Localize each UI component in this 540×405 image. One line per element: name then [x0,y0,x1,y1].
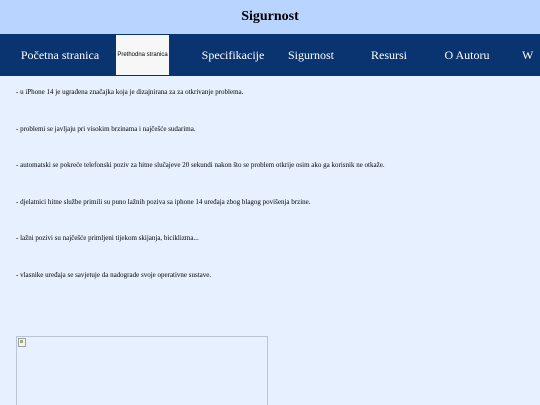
content-line: - automatski se pokreće telefonski poziv za hitne slučajeve 20 sekundi nakon što se problem otkrije osim ako ga korisnik ne otkaže. [16,161,385,169]
nav-item-specifikacije[interactable]: Specifikacije [201,47,265,62]
nav-item-sigurnost[interactable]: Sigurnost [287,47,334,62]
content-line: - problemi se javljaju pri visokim brzinama i najčešće sudarima. [16,124,196,133]
page-header [0,0,540,34]
broken-image-icon [18,338,26,347]
content-line: - vlasnike uređaja se savjetuje da nadograde svoje operativne sustave. [16,270,212,279]
content-line: - u iPhone 14 je ugrađena značajka koja je dizajnirana za za otkrivanje problema. [16,88,244,96]
nav-item-o-autoru[interactable]: O Autoru [444,47,490,62]
nav-item-resursi[interactable]: Resursi [371,47,407,62]
page-title: Sigurnost [241,9,299,24]
content-line: - lažni pozivi su najčešće primljeni tijekom skijanja, biciklizma... [16,234,199,242]
nav-item-w[interactable]: W [522,47,534,62]
nav-item-prethodna[interactable]: Prethodna stranica [116,35,169,75]
content-line: - djelatnici hitne službe primili su puno lažnih poziva sa iphone 14 uređaja zbog blagog povišenja brzine. [16,197,311,206]
content-area [16,88,526,307]
image-placeholder [16,336,268,405]
nav-item-pocetna[interactable]: Početna stranica [20,47,100,62]
main-nav [0,34,540,76]
